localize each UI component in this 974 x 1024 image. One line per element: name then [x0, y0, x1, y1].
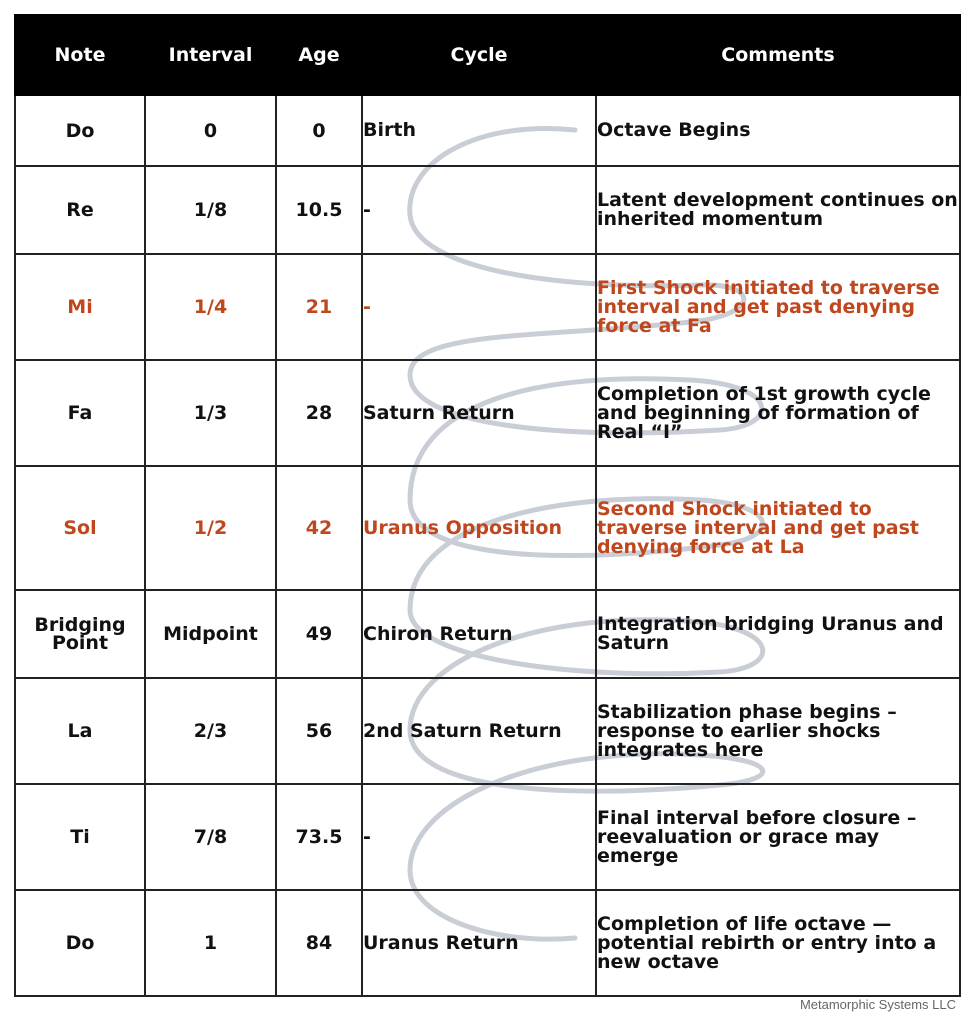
- interval-cell: Midpoint: [145, 590, 276, 678]
- note-cell: Mi: [15, 254, 145, 360]
- header-interval: Interval: [145, 15, 276, 95]
- age-cell: 0: [276, 95, 362, 166]
- comments-cell: Completion of life octave — potential rebirth or entry into a new octave: [596, 890, 960, 996]
- table-row: [15, 466, 960, 590]
- note-cell: Fa: [15, 360, 145, 466]
- comments-cell: Stabilization phase begins – response to earlier shocks integrates here: [596, 678, 960, 784]
- age-cell: 42: [276, 466, 362, 590]
- table-row: [15, 166, 960, 254]
- cycle-cell: Birth: [362, 95, 596, 166]
- table-row: [15, 784, 960, 890]
- cycle-cell: -: [362, 784, 596, 890]
- comments-cell: Octave Begins: [596, 95, 960, 166]
- table-row: [15, 254, 960, 360]
- note-cell: Bridging Point: [15, 590, 145, 678]
- note-cell: Do: [15, 890, 145, 996]
- interval-cell: 1: [145, 890, 276, 996]
- interval-cell: 1/4: [145, 254, 276, 360]
- comments-cell: Final interval before closure – reevaluation or grace may emerge: [596, 784, 960, 890]
- footer-credit: Metamorphic Systems LLC: [799, 997, 956, 1012]
- note-cell: Ti: [15, 784, 145, 890]
- table-row: [15, 95, 960, 166]
- age-cell: 84: [276, 890, 362, 996]
- table-row: [15, 890, 960, 996]
- comments-cell: Second Shock initiated to traverse interval and get past denying force at La: [596, 466, 960, 590]
- age-cell: 73.5: [276, 784, 362, 890]
- cycle-cell: Saturn Return: [362, 360, 596, 466]
- note-cell: Sol: [15, 466, 145, 590]
- age-cell: 10.5: [276, 166, 362, 254]
- note-cell: Re: [15, 166, 145, 254]
- interval-cell: 7/8: [145, 784, 276, 890]
- age-cell: 21: [276, 254, 362, 360]
- cycle-cell: -: [362, 166, 596, 254]
- table-row: [15, 360, 960, 466]
- interval-cell: 1/3: [145, 360, 276, 466]
- cycle-cell: Uranus Return: [362, 890, 596, 996]
- table-row: [15, 590, 960, 678]
- header-row: [15, 15, 960, 95]
- header-comments: Comments: [596, 15, 960, 95]
- cycle-cell: Chiron Return: [362, 590, 596, 678]
- octave-table: [14, 14, 961, 997]
- age-cell: 49: [276, 590, 362, 678]
- cycle-cell: Uranus Opposition: [362, 466, 596, 590]
- interval-cell: 1/8: [145, 166, 276, 254]
- table-row: [15, 678, 960, 784]
- header-cycle: Cycle: [362, 15, 596, 95]
- interval-cell: 1/2: [145, 466, 276, 590]
- comments-cell: Integration bridging Uranus and Saturn: [596, 590, 960, 678]
- interval-cell: 2/3: [145, 678, 276, 784]
- cycle-cell: 2nd Saturn Return: [362, 678, 596, 784]
- header-age: Age: [276, 15, 362, 95]
- note-cell: Do: [15, 95, 145, 166]
- comments-cell: Latent development continues on inherited momentum: [596, 166, 960, 254]
- note-cell: La: [15, 678, 145, 784]
- comments-cell: Completion of 1st growth cycle and beginning of formation of Real “I”: [596, 360, 960, 466]
- comments-cell: First Shock initiated to traverse interval and get past denying force at Fa: [596, 254, 960, 360]
- interval-cell: 0: [145, 95, 276, 166]
- cycle-cell: -: [362, 254, 596, 360]
- age-cell: 28: [276, 360, 362, 466]
- header-note: Note: [15, 15, 145, 95]
- age-cell: 56: [276, 678, 362, 784]
